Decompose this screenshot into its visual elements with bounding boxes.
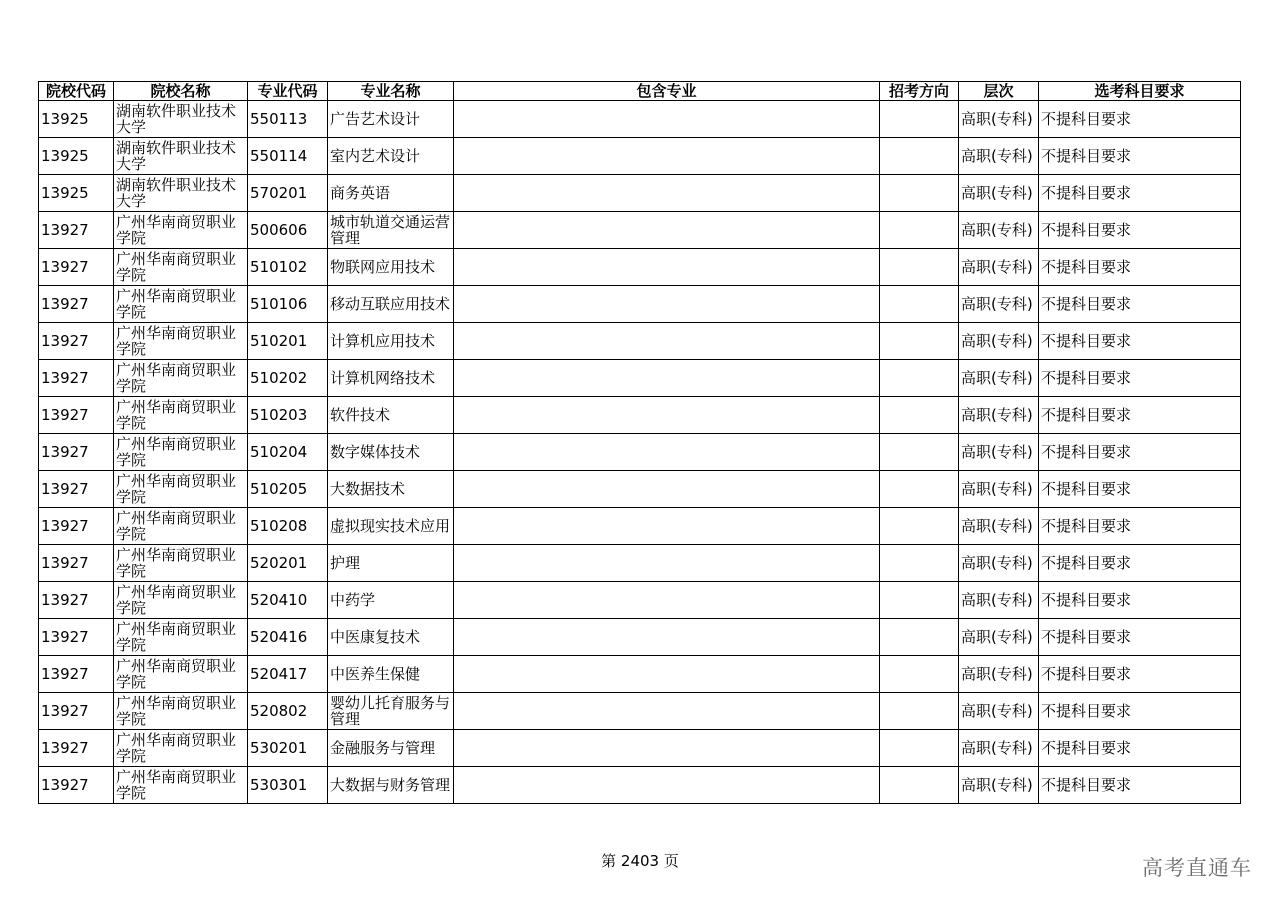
- level-cell: 高职(专科): [959, 101, 1039, 138]
- major-name-cell: 室内艺术设计: [328, 138, 454, 175]
- included-majors-cell: [454, 249, 880, 286]
- school-name-cell: 广州华南商贸职业学院: [114, 767, 248, 804]
- table-row: [39, 508, 1241, 545]
- level-cell: 高职(专科): [959, 212, 1039, 249]
- subject-requirement-cell: 不提科目要求: [1039, 582, 1241, 619]
- direction-cell: [880, 508, 959, 545]
- school-code-cell: 13925: [39, 101, 114, 138]
- major-name-cell: 物联网应用技术: [328, 249, 454, 286]
- major-code-cell: 530201: [248, 730, 328, 767]
- major-name-cell: 计算机应用技术: [328, 323, 454, 360]
- school-code-cell: 13927: [39, 508, 114, 545]
- school-code-cell: 13927: [39, 360, 114, 397]
- major-code-cell: 520410: [248, 582, 328, 619]
- table-row: [39, 582, 1241, 619]
- header-direction: 招考方向: [880, 82, 959, 101]
- level-cell: 高职(专科): [959, 323, 1039, 360]
- included-majors-cell: [454, 471, 880, 508]
- subject-requirement-cell: 不提科目要求: [1039, 397, 1241, 434]
- major-code-cell: 510201: [248, 323, 328, 360]
- school-name-cell: 广州华南商贸职业学院: [114, 286, 248, 323]
- major-code-cell: 510204: [248, 434, 328, 471]
- included-majors-cell: [454, 175, 880, 212]
- subject-requirement-cell: 不提科目要求: [1039, 175, 1241, 212]
- school-name-cell: 广州华南商贸职业学院: [114, 249, 248, 286]
- school-name-cell: 广州华南商贸职业学院: [114, 323, 248, 360]
- school-code-cell: 13927: [39, 693, 114, 730]
- school-name-cell: 广州华南商贸职业学院: [114, 397, 248, 434]
- school-code-cell: 13927: [39, 471, 114, 508]
- included-majors-cell: [454, 767, 880, 804]
- table-row: [39, 656, 1241, 693]
- direction-cell: [880, 101, 959, 138]
- subject-requirement-cell: 不提科目要求: [1039, 323, 1241, 360]
- included-majors-cell: [454, 101, 880, 138]
- subject-requirement-cell: 不提科目要求: [1039, 434, 1241, 471]
- included-majors-cell: [454, 360, 880, 397]
- header-included-majors: 包含专业: [454, 82, 880, 101]
- table-row: [39, 767, 1241, 804]
- major-code-cell: 510202: [248, 360, 328, 397]
- direction-cell: [880, 767, 959, 804]
- school-name-cell: 广州华南商贸职业学院: [114, 693, 248, 730]
- major-code-cell: 510203: [248, 397, 328, 434]
- level-cell: 高职(专科): [959, 138, 1039, 175]
- level-cell: 高职(专科): [959, 397, 1039, 434]
- school-code-cell: 13927: [39, 767, 114, 804]
- major-code-cell: 510208: [248, 508, 328, 545]
- school-name-cell: 广州华南商贸职业学院: [114, 360, 248, 397]
- school-code-cell: 13927: [39, 434, 114, 471]
- major-name-cell: 护理: [328, 545, 454, 582]
- major-code-cell: 520201: [248, 545, 328, 582]
- table-row: [39, 360, 1241, 397]
- level-cell: 高职(专科): [959, 767, 1039, 804]
- level-cell: 高职(专科): [959, 471, 1039, 508]
- included-majors-cell: [454, 138, 880, 175]
- level-cell: 高职(专科): [959, 175, 1039, 212]
- level-cell: 高职(专科): [959, 545, 1039, 582]
- subject-requirement-cell: 不提科目要求: [1039, 656, 1241, 693]
- direction-cell: [880, 360, 959, 397]
- included-majors-cell: [454, 397, 880, 434]
- direction-cell: [880, 175, 959, 212]
- included-majors-cell: [454, 212, 880, 249]
- subject-requirement-cell: 不提科目要求: [1039, 286, 1241, 323]
- header-level: 层次: [959, 82, 1039, 101]
- table-row: [39, 545, 1241, 582]
- school-code-cell: 13925: [39, 175, 114, 212]
- included-majors-cell: [454, 582, 880, 619]
- table-row: [39, 175, 1241, 212]
- level-cell: 高职(专科): [959, 730, 1039, 767]
- level-cell: 高职(专科): [959, 249, 1039, 286]
- direction-cell: [880, 286, 959, 323]
- subject-requirement-cell: 不提科目要求: [1039, 619, 1241, 656]
- direction-cell: [880, 212, 959, 249]
- included-majors-cell: [454, 508, 880, 545]
- major-name-cell: 中医康复技术: [328, 619, 454, 656]
- subject-requirement-cell: 不提科目要求: [1039, 138, 1241, 175]
- header-subject-requirement: 选考科目要求: [1039, 82, 1241, 101]
- direction-cell: [880, 656, 959, 693]
- school-code-cell: 13927: [39, 656, 114, 693]
- school-code-cell: 13927: [39, 397, 114, 434]
- major-code-cell: 550114: [248, 138, 328, 175]
- major-code-cell: 550113: [248, 101, 328, 138]
- school-code-cell: 13927: [39, 730, 114, 767]
- school-code-cell: 13927: [39, 286, 114, 323]
- subject-requirement-cell: 不提科目要求: [1039, 693, 1241, 730]
- level-cell: 高职(专科): [959, 619, 1039, 656]
- school-name-cell: 湖南软件职业技术大学: [114, 101, 248, 138]
- school-code-cell: 13927: [39, 249, 114, 286]
- table-row: [39, 730, 1241, 767]
- major-name-cell: 中药学: [328, 582, 454, 619]
- school-code-cell: 13927: [39, 323, 114, 360]
- major-code-cell: 530301: [248, 767, 328, 804]
- table-row: [39, 471, 1241, 508]
- direction-cell: [880, 545, 959, 582]
- level-cell: 高职(专科): [959, 508, 1039, 545]
- major-name-cell: 软件技术: [328, 397, 454, 434]
- level-cell: 高职(专科): [959, 656, 1039, 693]
- school-name-cell: 广州华南商贸职业学院: [114, 471, 248, 508]
- included-majors-cell: [454, 286, 880, 323]
- school-code-cell: 13927: [39, 545, 114, 582]
- school-code-cell: 13927: [39, 582, 114, 619]
- watermark-text: 高考直通车: [1142, 856, 1252, 880]
- school-code-cell: 13927: [39, 619, 114, 656]
- school-name-cell: 广州华南商贸职业学院: [114, 619, 248, 656]
- school-name-cell: 广州华南商贸职业学院: [114, 508, 248, 545]
- major-code-cell: 520416: [248, 619, 328, 656]
- included-majors-cell: [454, 730, 880, 767]
- direction-cell: [880, 730, 959, 767]
- school-code-cell: 13925: [39, 138, 114, 175]
- major-name-cell: 中医养生保健: [328, 656, 454, 693]
- subject-requirement-cell: 不提科目要求: [1039, 730, 1241, 767]
- header-school-code: 院校代码: [39, 82, 114, 101]
- major-code-cell: 520802: [248, 693, 328, 730]
- subject-requirement-cell: 不提科目要求: [1039, 101, 1241, 138]
- header-school-name: 院校名称: [114, 82, 248, 101]
- header-major-name: 专业名称: [328, 82, 454, 101]
- direction-cell: [880, 434, 959, 471]
- direction-cell: [880, 397, 959, 434]
- table-row: [39, 138, 1241, 175]
- included-majors-cell: [454, 619, 880, 656]
- table-row: [39, 619, 1241, 656]
- table-row: [39, 249, 1241, 286]
- major-name-cell: 计算机网络技术: [328, 360, 454, 397]
- subject-requirement-cell: 不提科目要求: [1039, 212, 1241, 249]
- page-number: 第 2403 页: [601, 852, 679, 870]
- major-code-cell: 510102: [248, 249, 328, 286]
- table-row: [39, 212, 1241, 249]
- header-major-code: 专业代码: [248, 82, 328, 101]
- major-name-cell: 婴幼儿托育服务与管理: [328, 693, 454, 730]
- subject-requirement-cell: 不提科目要求: [1039, 360, 1241, 397]
- direction-cell: [880, 138, 959, 175]
- direction-cell: [880, 693, 959, 730]
- school-name-cell: 湖南软件职业技术大学: [114, 138, 248, 175]
- level-cell: 高职(专科): [959, 434, 1039, 471]
- included-majors-cell: [454, 545, 880, 582]
- table-row: [39, 434, 1241, 471]
- school-name-cell: 广州华南商贸职业学院: [114, 545, 248, 582]
- major-name-cell: 广告艺术设计: [328, 101, 454, 138]
- direction-cell: [880, 582, 959, 619]
- table-row: [39, 693, 1241, 730]
- school-code-cell: 13927: [39, 212, 114, 249]
- admissions-table: [38, 81, 1241, 804]
- school-name-cell: 广州华南商贸职业学院: [114, 730, 248, 767]
- included-majors-cell: [454, 693, 880, 730]
- table-row: [39, 323, 1241, 360]
- school-name-cell: 湖南软件职业技术大学: [114, 175, 248, 212]
- major-name-cell: 数字媒体技术: [328, 434, 454, 471]
- direction-cell: [880, 249, 959, 286]
- table-row: [39, 286, 1241, 323]
- subject-requirement-cell: 不提科目要求: [1039, 545, 1241, 582]
- direction-cell: [880, 471, 959, 508]
- major-name-cell: 商务英语: [328, 175, 454, 212]
- level-cell: 高职(专科): [959, 693, 1039, 730]
- school-name-cell: 广州华南商贸职业学院: [114, 656, 248, 693]
- direction-cell: [880, 619, 959, 656]
- subject-requirement-cell: 不提科目要求: [1039, 508, 1241, 545]
- included-majors-cell: [454, 434, 880, 471]
- subject-requirement-cell: 不提科目要求: [1039, 767, 1241, 804]
- major-name-cell: 城市轨道交通运营管理: [328, 212, 454, 249]
- table-body: [39, 101, 1241, 804]
- level-cell: 高职(专科): [959, 582, 1039, 619]
- subject-requirement-cell: 不提科目要求: [1039, 471, 1241, 508]
- subject-requirement-cell: 不提科目要求: [1039, 249, 1241, 286]
- table-row: [39, 101, 1241, 138]
- school-name-cell: 广州华南商贸职业学院: [114, 212, 248, 249]
- table-row: [39, 397, 1241, 434]
- major-code-cell: 510205: [248, 471, 328, 508]
- level-cell: 高职(专科): [959, 360, 1039, 397]
- major-name-cell: 大数据与财务管理: [328, 767, 454, 804]
- major-code-cell: 570201: [248, 175, 328, 212]
- major-name-cell: 大数据技术: [328, 471, 454, 508]
- major-name-cell: 金融服务与管理: [328, 730, 454, 767]
- level-cell: 高职(专科): [959, 286, 1039, 323]
- included-majors-cell: [454, 656, 880, 693]
- included-majors-cell: [454, 323, 880, 360]
- direction-cell: [880, 323, 959, 360]
- major-code-cell: 510106: [248, 286, 328, 323]
- school-name-cell: 广州华南商贸职业学院: [114, 434, 248, 471]
- major-code-cell: 520417: [248, 656, 328, 693]
- major-name-cell: 移动互联应用技术: [328, 286, 454, 323]
- header-row: [39, 82, 1241, 101]
- major-name-cell: 虚拟现实技术应用: [328, 508, 454, 545]
- major-code-cell: 500606: [248, 212, 328, 249]
- school-name-cell: 广州华南商贸职业学院: [114, 582, 248, 619]
